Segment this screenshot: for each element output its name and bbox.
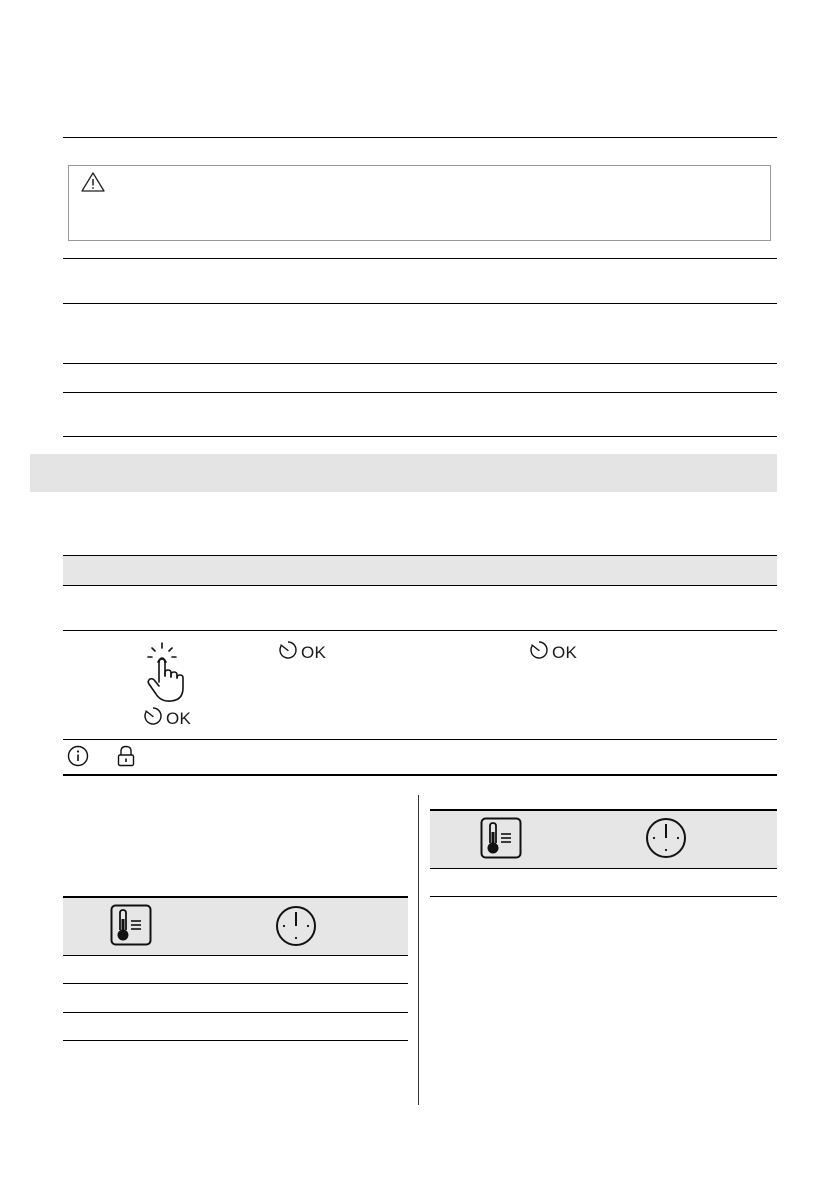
touch-hand-icon — [142, 642, 186, 709]
table-row-divider — [430, 868, 777, 869]
table-row-divider — [63, 392, 777, 393]
table-row-divider — [63, 258, 777, 259]
table-row-divider — [63, 303, 777, 304]
control-table-bottom-rule — [63, 774, 777, 776]
left-table-bottom-rule — [63, 1040, 408, 1041]
table-row-divider — [63, 363, 777, 364]
section-heading-band — [30, 454, 777, 492]
lock-icon — [116, 745, 136, 772]
ok-label: OK — [166, 708, 192, 728]
control-table-header — [63, 556, 777, 585]
clock-icon — [275, 905, 317, 952]
temperature-icon — [480, 817, 522, 864]
info-icon — [67, 745, 89, 772]
table-row-divider — [63, 955, 408, 956]
ok-label: OK — [552, 642, 578, 662]
table-row-divider — [63, 983, 408, 984]
table-row-divider — [63, 630, 777, 631]
timer-ok-button-label — [143, 706, 191, 731]
timer-icon — [529, 640, 549, 665]
timer-ok-button-label — [529, 640, 577, 665]
control-table-header-rule — [63, 585, 777, 586]
timer-icon — [278, 640, 298, 665]
clock-icon — [645, 817, 687, 864]
warning-box — [68, 165, 771, 241]
top-rule — [63, 137, 777, 138]
table-row-divider — [63, 436, 777, 437]
temperature-icon — [110, 904, 152, 951]
timer-icon — [143, 706, 163, 731]
ok-label: OK — [301, 642, 327, 662]
warning-triangle-icon — [81, 172, 105, 197]
right-table-bottom-rule — [430, 896, 777, 897]
column-divider — [418, 795, 419, 1105]
timer-ok-button-label — [278, 640, 326, 665]
table-row-divider — [63, 1012, 408, 1013]
table-row-divider — [63, 739, 777, 740]
